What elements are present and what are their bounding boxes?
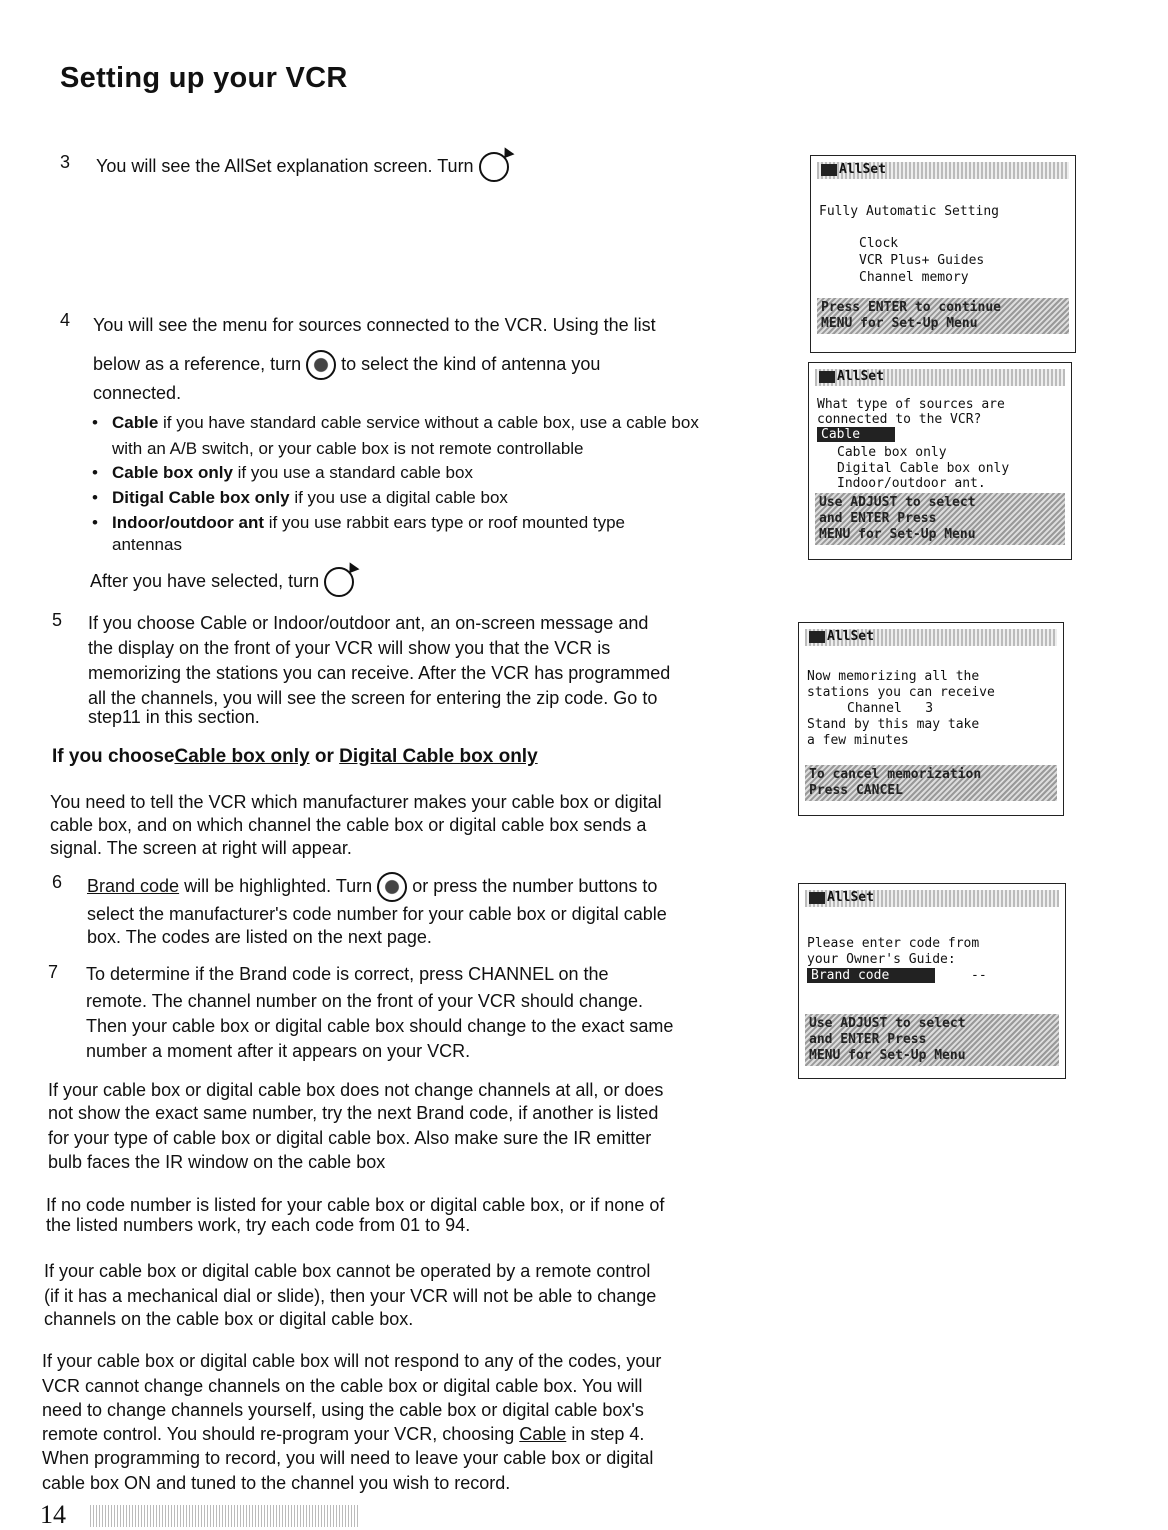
step-4-line2a: below as a reference, turn [93,353,302,374]
step-5-line: memorizing the stations you can receive. After the VCR has programmed [88,663,671,683]
osd-header-label: AllSet [827,890,874,905]
para-text: remote control. You should re-program your VCR, choosing [42,1424,515,1444]
step-7-line: number a moment after it appears on your VCR. [86,1041,471,1061]
step-number: 5 [52,610,63,630]
osd-footer-line: and ENTER Press [809,1032,927,1047]
bullet-desc: if you use a digital cable box [289,488,508,507]
osd-screen-brand-code [798,883,1066,1079]
step-5-line: the display on the front of your VCR will show you that the VCR is [88,638,611,658]
subheading-option-a: Cable box only [174,746,310,767]
osd-footer [805,765,1057,801]
cable-link: Cable [519,1424,567,1444]
intro-line: You need to tell the VCR which manufacturer makes your cable box or digital [50,792,662,812]
osd-line: Fully Automatic Setting [819,204,1000,219]
para-line: If your cable box or digital cable box cannot be operated by a remote control [44,1261,651,1281]
osd-screen-memorizing [798,622,1064,816]
turn-knob-icon [324,567,354,597]
osd-header-label: AllSet [837,369,884,384]
para-line: bulb faces the IR window on the cable box [48,1152,386,1172]
para-line: VCR cannot change channels on the cable box or digital cable box. You will [42,1376,643,1396]
bullet-term: Cable box only [112,463,233,482]
menu-icon [821,164,837,176]
osd-screen-source-select [808,362,1072,560]
osd-footer-line: Use ADJUST to select [809,1016,966,1031]
step-3-text [96,152,509,182]
osd-line: Stand by this may take [807,717,980,732]
osd-line: connected to the VCR? [817,412,982,427]
step-6-line1 [87,872,657,902]
brand-code-label: Brand code [87,875,180,896]
osd-header [815,369,1065,386]
step-6-line3: box. The codes are listed on the next page. [87,927,432,947]
bullet-term: Cable [112,413,159,432]
osd-selected-field: Brand code [807,968,935,983]
osd-footer-line: Press CANCEL [809,783,903,798]
para-text: in step 4. [571,1424,645,1444]
osd-header [805,890,1059,907]
osd-line: What type of sources are [817,397,1005,412]
osd-option: Digital Cable box only [837,461,1010,476]
dial-icon [377,872,407,902]
para-line: the listed numbers work, try each code from 01 to 94. [46,1215,471,1235]
step-6-line1b: or press the number buttons to [412,875,658,896]
menu-icon [809,892,825,904]
subheading-mid: or [309,746,340,767]
para-line: for your type of cable box or digital cable box. Also make sure the IR emitter [48,1128,652,1148]
osd-line: stations you can receive [807,685,995,700]
step-7-line: To determine if the Brand code is correct, press CHANNEL on the [86,964,609,984]
osd-line: Now memorizing all the [807,669,980,684]
step-4-line2b: to select the kind of antenna you [341,353,601,374]
bullet-term: Ditigal Cable box only [112,488,290,507]
osd-footer-line: MENU for Set-Up Menu [819,527,976,542]
osd-header-label: AllSet [827,629,874,644]
step-number: 4 [60,310,71,330]
osd-selected-option: Cable [817,427,895,442]
step-4-line2 [93,350,600,380]
osd-footer-line: and ENTER Press [819,511,937,526]
osd-footer [815,493,1065,545]
osd-header-label: AllSet [839,162,886,177]
step-number: 7 [48,962,59,982]
bullet-term: Indoor/outdoor ant [112,513,265,532]
step-6-line2: select the manufacturer's code number for your cable box or digital cable [87,904,667,924]
osd-footer-line: Press ENTER to continue [821,300,1002,315]
footer-bar [90,1505,360,1527]
step-3-label: You will see the AllSet explanation screen. Turn [96,155,474,176]
menu-icon [809,631,825,643]
para-line: cable box ON and tuned to the channel you wish to record. [42,1473,511,1493]
osd-option: Indoor/outdoor ant. [837,476,986,491]
para-line: When programming to record, you will need to leave your cable box or digital [42,1448,654,1468]
step-7-line: Then your cable box or digital cable box should change to the exact same [86,1016,674,1036]
para-line: need to change channels yourself, using the cable box or digital cable box's [42,1400,644,1420]
bullet-desc: if you use a standard cable box [232,463,473,482]
osd-option: Cable box only [837,445,947,460]
step-7-line: remote. The channel number on the front of your VCR should change. [86,991,643,1011]
bullet-desc: if you use rabbit ears type or roof mounted type [264,513,626,532]
bullet-indoor-outdoor [112,510,625,535]
osd-line: a few minutes [807,733,909,748]
step-4-after [90,567,354,597]
para-line: channels on the cable box or digital cable box. [44,1309,414,1329]
bullet-cable-box-only [112,460,473,485]
para-line-with-link [42,1422,644,1447]
para-line: not show the exact same number, try the next Brand code, if another is listed [48,1103,659,1123]
page-title: Setting up your VCR [60,62,348,94]
bullet-cable-cont: with an A/B switch, or your cable box is not remote controllable [112,439,584,458]
menu-icon [819,371,835,383]
osd-field-value: -- [971,968,987,983]
osd-footer [817,298,1069,334]
osd-footer [805,1014,1059,1066]
osd-line: VCR Plus+ Guides [859,253,985,268]
intro-line: cable box, and on which channel the cable box or digital cable box sends a [50,815,647,835]
osd-header [817,162,1069,179]
step-5-line: step11 in this section. [88,707,260,727]
para-line: (if it has a mechanical dial or slide), then your VCR will not be able to change [44,1286,657,1306]
osd-line: Please enter code from [807,936,980,951]
step-4-line3: connected. [93,383,182,403]
step-6-line1a: will be highlighted. Turn [179,875,373,896]
step-4-line1: You will see the menu for sources connected to the VCR. Using the list [93,315,656,335]
osd-screen-allset-intro [810,155,1076,353]
step-number: 3 [60,152,71,172]
para-line: If your cable box or digital cable box will not respond to any of the codes, your [42,1351,662,1371]
bullet-desc: if you have standard cable service without a cable box, use a cable box [158,413,699,432]
subheading-prefix: If you choose [52,746,175,767]
osd-footer-line: MENU for Set-Up Menu [821,316,978,331]
step-4-after-label: After you have selected, turn [90,570,320,591]
para-line: If your cable box or digital cable box does not change channels at all, or does [48,1080,664,1100]
osd-line: Channel 3 [847,701,934,716]
bullet-indoor-outdoor-cont: antennas [112,535,182,554]
osd-header [805,629,1057,646]
para-line: If no code number is listed for your cable box or digital cable box, or if none of [46,1195,665,1215]
osd-line: Channel memory [859,270,969,285]
step-number: 6 [52,872,63,892]
osd-line: your Owner's Guide: [807,952,956,967]
bullet-cable [112,410,699,435]
turn-knob-icon [479,152,509,182]
subheading-option-b: Digital Cable box only [339,746,538,767]
page-number: 14 [40,1500,66,1529]
osd-line: Clock [859,236,899,251]
osd-footer-line: Use ADJUST to select [819,495,976,510]
dial-icon [306,350,336,380]
osd-footer-line: MENU for Set-Up Menu [809,1048,966,1063]
step-5-line: If you choose Cable or Indoor/outdoor ant, an on-screen message and [88,613,649,633]
intro-line: signal. The screen at right will appear. [50,838,352,858]
subheading [52,744,538,769]
bullet-digital-cable-box-only [112,485,508,510]
step-5-line: all the channels, you will see the screen for entering the zip code. Go to [88,688,658,708]
osd-footer-line: To cancel memorization [809,767,982,782]
